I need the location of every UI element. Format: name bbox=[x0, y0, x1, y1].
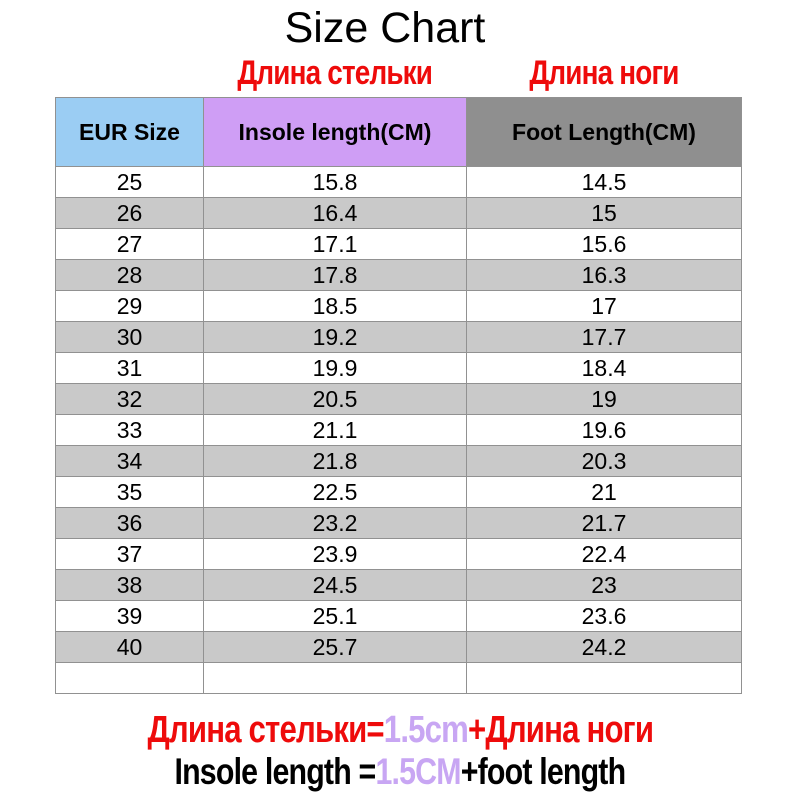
table-cell: 40 bbox=[56, 632, 204, 663]
table-cell: 35 bbox=[56, 477, 204, 508]
table-row bbox=[56, 632, 742, 663]
table-cell: 17.1 bbox=[204, 229, 467, 260]
table-cell: 26 bbox=[56, 198, 204, 229]
table-row bbox=[56, 260, 742, 291]
table-row bbox=[56, 291, 742, 322]
table-cell: 19.9 bbox=[204, 353, 467, 384]
insole-length-column-header: Insole length(CM) bbox=[204, 98, 467, 167]
insole-length-ru-caption bbox=[203, 53, 466, 93]
table-cell: 36 bbox=[56, 508, 204, 539]
table-row bbox=[56, 198, 742, 229]
table-cell: 18.5 bbox=[204, 291, 467, 322]
table-row bbox=[56, 353, 742, 384]
formula-en-prefix: Insole length = bbox=[174, 751, 376, 792]
table-cell: 22.4 bbox=[467, 539, 742, 570]
table-cell: 23.2 bbox=[204, 508, 467, 539]
table-cell: 17 bbox=[467, 291, 742, 322]
table-row bbox=[56, 446, 742, 477]
table-cell: 37 bbox=[56, 539, 204, 570]
table-cell: 21 bbox=[467, 477, 742, 508]
table-header-row bbox=[56, 98, 742, 167]
table-row bbox=[56, 415, 742, 446]
formula-russian-text bbox=[147, 708, 653, 752]
formula-ru-highlight: 1.5cm bbox=[383, 709, 468, 751]
table-row bbox=[56, 167, 742, 198]
table-cell: 39 bbox=[56, 601, 204, 632]
table-cell: 15.6 bbox=[467, 229, 742, 260]
table-cell: 38 bbox=[56, 570, 204, 601]
page-title: Size Chart bbox=[284, 4, 486, 52]
insole-length-ru-text: Длина стельки bbox=[237, 54, 432, 92]
foot-length-column-header: Foot Length(CM) bbox=[467, 98, 742, 167]
russian-column-captions bbox=[55, 53, 741, 93]
table-cell: 30 bbox=[56, 322, 204, 353]
formula-english bbox=[0, 750, 800, 794]
formula-en-suffix: +foot length bbox=[460, 751, 626, 792]
table-row bbox=[56, 229, 742, 260]
table-row bbox=[56, 477, 742, 508]
table-cell: 18.4 bbox=[467, 353, 742, 384]
formula-ru-suffix: +Длина ноги bbox=[467, 709, 653, 751]
table-cell: 22.5 bbox=[204, 477, 467, 508]
table-cell: 24.2 bbox=[467, 632, 742, 663]
table-cell: 21.1 bbox=[204, 415, 467, 446]
eur-size-column-header: EUR Size bbox=[56, 98, 204, 167]
table-cell: 33 bbox=[56, 415, 204, 446]
table-cell: 20.5 bbox=[204, 384, 467, 415]
table-cell: 23.9 bbox=[204, 539, 467, 570]
table-cell bbox=[56, 663, 204, 694]
table-cell: 20.3 bbox=[467, 446, 742, 477]
table-cell: 32 bbox=[56, 384, 204, 415]
table-row bbox=[56, 601, 742, 632]
table-row bbox=[56, 663, 742, 694]
table-cell: 17.8 bbox=[204, 260, 467, 291]
formula-en-highlight: 1.5CM bbox=[375, 751, 461, 792]
table-cell: 19 bbox=[467, 384, 742, 415]
table-cell bbox=[467, 663, 742, 694]
foot-length-ru-caption bbox=[466, 53, 741, 93]
table-cell: 19.2 bbox=[204, 322, 467, 353]
table-cell: 21.7 bbox=[467, 508, 742, 539]
table-cell: 16.4 bbox=[204, 198, 467, 229]
table-cell: 23.6 bbox=[467, 601, 742, 632]
table-body bbox=[56, 167, 742, 694]
foot-length-ru-text: Длина ноги bbox=[528, 54, 679, 92]
table-cell: 28 bbox=[56, 260, 204, 291]
table-cell: 15 bbox=[467, 198, 742, 229]
table-cell: 34 bbox=[56, 446, 204, 477]
table-cell: 24.5 bbox=[204, 570, 467, 601]
table-row bbox=[56, 384, 742, 415]
table-row bbox=[56, 570, 742, 601]
formula-english-text bbox=[175, 750, 626, 794]
table-cell: 14.5 bbox=[467, 167, 742, 198]
table-cell: 29 bbox=[56, 291, 204, 322]
table-cell: 16.3 bbox=[467, 260, 742, 291]
table-row bbox=[56, 322, 742, 353]
table-cell: 17.7 bbox=[467, 322, 742, 353]
size-chart-table bbox=[55, 97, 742, 694]
table-cell: 27 bbox=[56, 229, 204, 260]
table-cell: 25.1 bbox=[204, 601, 467, 632]
table-cell: 25 bbox=[56, 167, 204, 198]
table-row bbox=[56, 539, 742, 570]
formula-ru-prefix: Длина стельки= bbox=[147, 709, 384, 751]
table-cell bbox=[204, 663, 467, 694]
table-cell: 25.7 bbox=[204, 632, 467, 663]
table-row bbox=[56, 508, 742, 539]
table-cell: 31 bbox=[56, 353, 204, 384]
table-cell: 23 bbox=[467, 570, 742, 601]
table-cell: 15.8 bbox=[204, 167, 467, 198]
table-cell: 21.8 bbox=[204, 446, 467, 477]
table-cell: 19.6 bbox=[467, 415, 742, 446]
formula-russian bbox=[0, 708, 800, 752]
